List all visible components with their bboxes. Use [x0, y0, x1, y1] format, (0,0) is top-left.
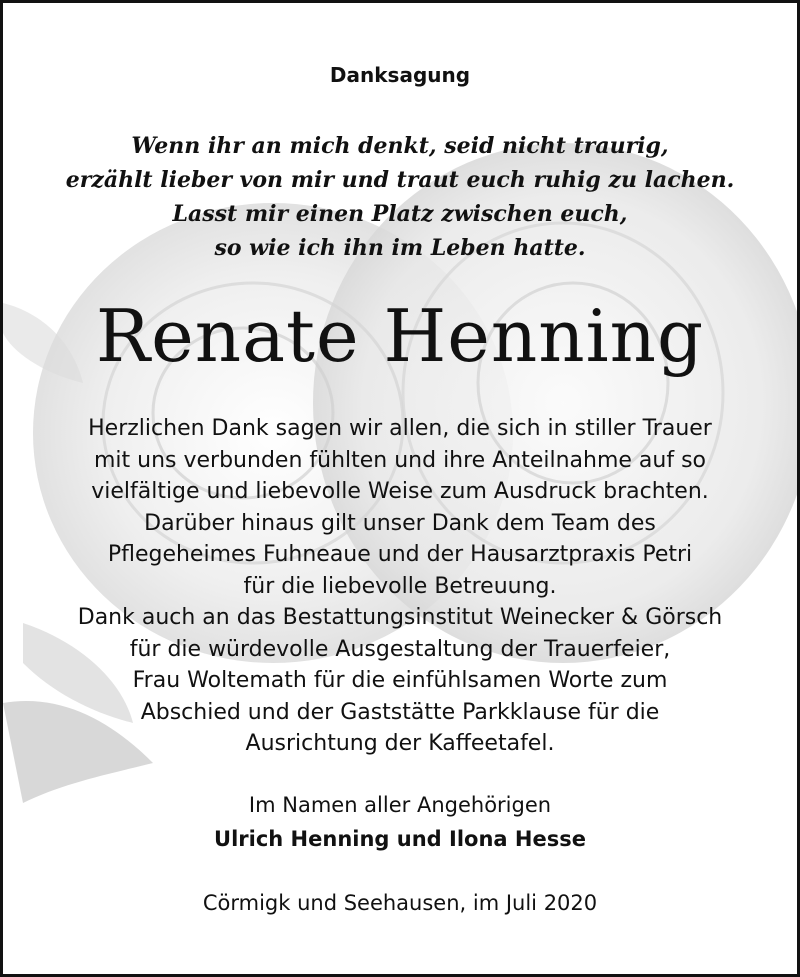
body-line: Ausrichtung der Kaffeetafel. [245, 731, 555, 756]
body-line: Pflegeheimes Fuhneaue und der Hausarztpraxis Petri [107, 542, 693, 567]
body-line: für die liebevolle Betreuung. [243, 573, 557, 599]
thank-you-text [3, 413, 797, 760]
notice-heading: Danksagung [329, 63, 471, 87]
memorial-poem [3, 129, 797, 265]
poem-line: so wie ich ihn im Leben hatte. [214, 235, 586, 261]
body-line: für die würdevolle Ausgestaltung der Trauerfeier, [129, 636, 671, 662]
body-line: Frau Woltemath für die einfühlsamen Worte zum [132, 668, 668, 693]
body-line: Abschied und der Gaststätte Parkklause für die [140, 699, 660, 725]
place-and-date: Cörmigk und Seehausen, im Juli 2020 [202, 891, 598, 915]
deceased-name: Renate Henning [95, 294, 705, 378]
poem-line: Wenn ihr an mich denkt, seid nicht traurig, [131, 133, 669, 159]
body-line: vielfältige und liebevolle Weise zum Ausdruck brachten. [91, 479, 709, 504]
body-line: Dank auch an das Bestattungsinstitut Weinecker & Görsch [77, 605, 723, 630]
signature-names: Ulrich Henning und Ilona Hesse [214, 827, 586, 851]
signature-intro: Im Namen aller Angehörigen [248, 793, 552, 817]
poem-line: erzählt lieber von mir und traut euch ruhig zu lachen. [65, 167, 735, 193]
body-line: Herzlichen Dank sagen wir allen, die sich in stiller Trauer [88, 416, 712, 441]
body-line: mit uns verbunden fühlten und ihre Anteilnahme auf so [93, 447, 706, 473]
body-line: Darüber hinaus gilt unser Dank dem Team des [144, 510, 656, 536]
poem-line: Lasst mir einen Platz zwischen euch, [172, 201, 628, 227]
